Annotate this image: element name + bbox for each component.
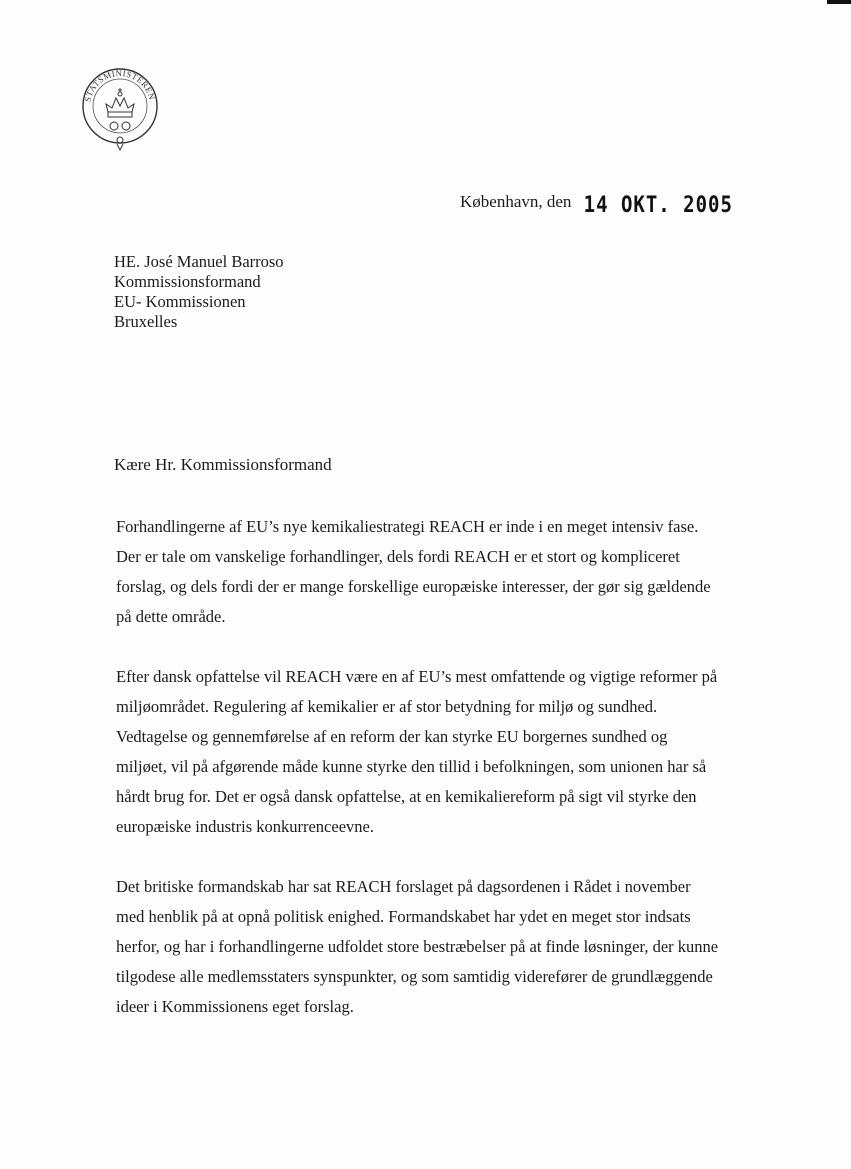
paragraph-line: Forhandlingerne af EU’s nye kemikaliestrategi REACH er inde i en meget intensiv fase. <box>116 517 699 536</box>
paragraph-line: miljøområdet. Regulering af kemikalier er af stor betydning for miljø og sundhed. <box>116 697 658 716</box>
seal-inscription: STATSMINISTEREN <box>82 67 158 103</box>
recipient-address <box>114 252 284 332</box>
paragraph-line: Efter dansk opfattelse vil REACH være en af EU’s mest omfattende og vigtige reformer på <box>116 667 718 686</box>
date-line <box>460 190 733 218</box>
svg-text:STATSMINISTEREN <box>82 68 157 103</box>
crown-seal-icon <box>78 66 162 156</box>
recipient-organization: EU- Kommissionen <box>114 292 246 311</box>
recipient-city: Bruxelles <box>114 312 178 331</box>
paragraph <box>116 662 736 842</box>
salutation: Kære Hr. Kommissionsformand <box>114 455 332 474</box>
paragraph-line: med henblik på at opnå politisk enighed. Formandskabet har ydet en meget stor indsats <box>116 907 691 926</box>
date-stamp: 14 OKT. 2005 <box>583 192 733 218</box>
paragraph-line: miljøet, vil på afgørende måde kunne styrke den tillid i befolkningen, som unionen har så <box>116 757 707 776</box>
paragraph-line: ideer i Kommissionens eget forslag. <box>116 997 354 1016</box>
recipient-title: Kommissionsformand <box>114 272 261 291</box>
paragraph-line: hårdt brug for. Det er også dansk opfattelse, at en kemikaliereform på sigt vil styrke den <box>116 787 697 806</box>
paragraph-line: tilgodese alle medlemsstaters synspunkter, og som samtidig viderefører de grundlæggende <box>116 967 713 986</box>
letter-body <box>116 512 736 1052</box>
paragraph-line: europæiske industris konkurrenceevne. <box>116 817 374 836</box>
paragraph <box>116 872 736 1022</box>
scan-corner-mark <box>827 0 851 4</box>
recipient-name: HE. José Manuel Barroso <box>114 252 284 271</box>
date-prefix: København, den <box>460 192 572 211</box>
paragraph-line: Der er tale om vanskelige forhandlinger, dels fordi REACH er et stort og kompliceret <box>116 547 680 566</box>
paragraph-line: forslag, og dels fordi der er mange forskellige europæiske interesser, der gør sig gældende <box>116 577 711 596</box>
paragraph-line: Det britiske formandskab har sat REACH forslaget på dagsordenen i Rådet i november <box>116 877 691 896</box>
paragraph-line: Vedtagelse og gennemførelse af en reform der kan styrke EU borgernes sundhed og <box>116 727 668 746</box>
paragraph-line: på dette område. <box>116 607 226 626</box>
paragraph-line: herfor, og har i forhandlingerne udfoldet store bestræbelser på at finde løsninger, der kunne <box>116 937 719 956</box>
paragraph <box>116 512 736 632</box>
